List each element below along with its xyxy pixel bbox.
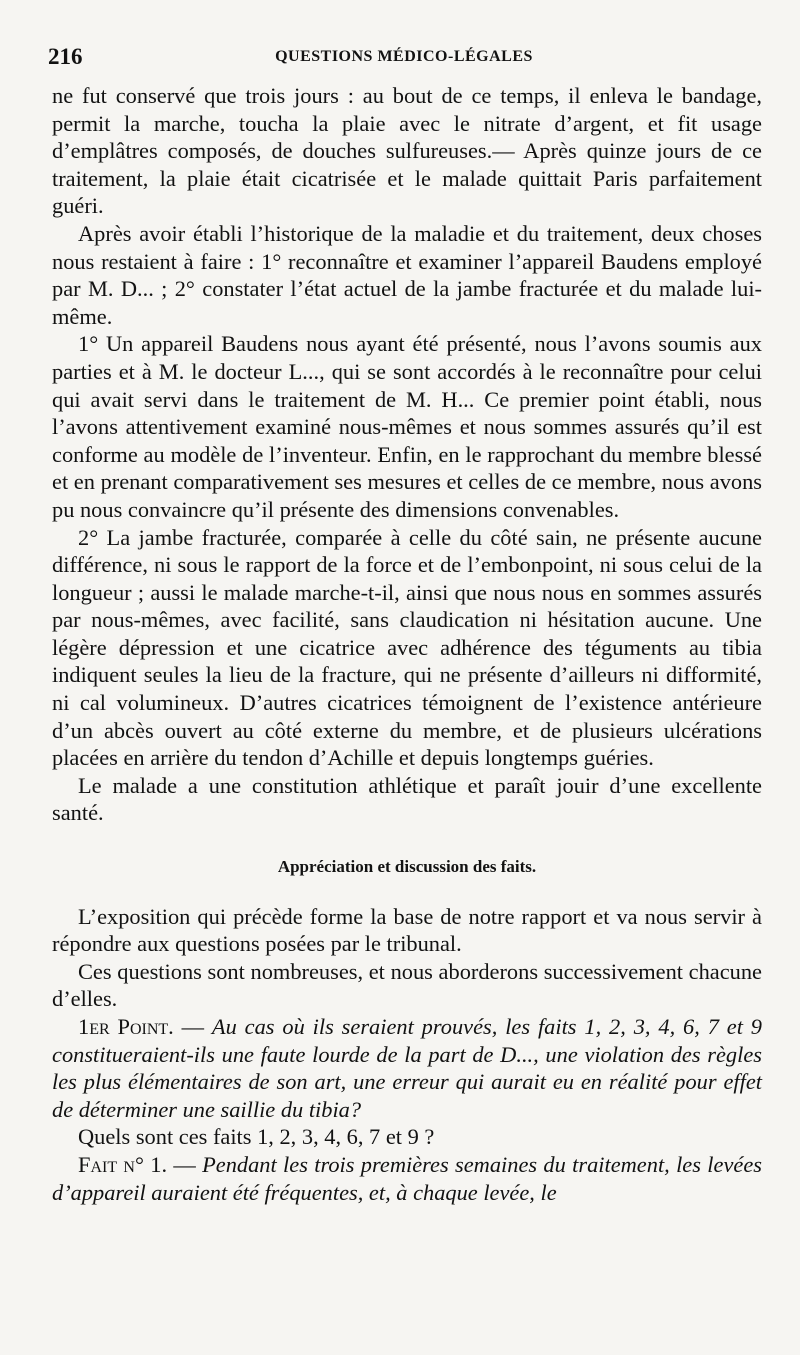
fait-1: [52, 1151, 762, 1206]
paragraph-constitution: Le malade a une constitution athlétique et paraît jouir d’une excellente santé.: [52, 772, 762, 826]
point-1-question: Au cas où ils seraient prouvés, les faits 1, 2, 3, 4, 6, 7 et 9 constitueraient-ils une faute lourde de la part de D..., une violation des règles les plus élémentaires de son art, une erreur qui aurait eu en réalité pour effet de déterminer une saillie du tibia?: [52, 1014, 762, 1122]
fait-1-label: Fait n° 1. —: [78, 1151, 196, 1177]
paragraph-questions: Ces questions sont nombreuses, et nous aborderons successivement chacune d’elles.: [52, 958, 762, 1012]
running-head: QUESTIONS MÉDICO-LÉGALES: [275, 48, 533, 65]
paragraph-quels-faits: Quels sont ces faits 1, 2, 3, 4, 6, 7 et 9 ?: [78, 1124, 435, 1150]
question-point-1: [52, 1013, 762, 1123]
page-number: 216: [48, 44, 83, 69]
page-header: [48, 44, 760, 74]
fait-1-text: Pendant les trois premières semaines du traitement, les levées d’appareil auraient été fréquentes, et, à chaque levée, le: [52, 1151, 762, 1205]
point-1-label: 1er Point. —: [78, 1014, 205, 1039]
paragraph-exposition: L’exposition qui précède forme la base de notre rapport et va nous servir à répondre aux questions posées par le tribunal.: [52, 903, 762, 957]
paragraph-historique: Après avoir établi l’historique de la maladie et du traitement, deux choses nous restaient à faire : 1° reconnaître et examiner l’appareil Baudens employé par M. D... ; 2° constater l’état actuel de la jambe fracturée et du malade lui-même.: [52, 220, 762, 329]
paragraph-jambe: 2° La jambe fracturée, comparée à celle du côté sain, ne présente aucune différence, ni sous le rapport de la force et de l’embonpoint, ni sous celui de la longueur ; aussi le malade marche-t-il, ainsi que nous nous en sommes assurés par nous-mêmes, avec facilité, sans claudication ni hésitation aucune. Une légère dépression et une cicatrice avec adhérence des téguments au tibia indiquent seules la lieu de la fracture, qui ne présente d’ailleurs ni difformité, ni cal volumineux. D’autres cicatrices témoignent de l’existence antérieure d’un abcès ouvert au côté externe du membre, et de plusieurs ulcérations placées en arrière du tendon d’Achille et depuis longtemps guéries.: [52, 524, 762, 771]
section-heading: Appréciation et discussion des faits.: [277, 857, 537, 877]
page-body: [52, 82, 762, 1206]
paragraph-continuation: ne fut conservé que trois jours : au bout de ce temps, il enleva le bandage, permit la marche, toucha la plaie avec le nitrate d’argent, et fit usage d’emplâtres composés, de douches sulfureuses.— Après quinze jours de ce traitement, la plaie était cicatrisée et le malade quittait Paris parfaitement guéri.: [52, 83, 762, 219]
paragraph-appareil: 1° Un appareil Baudens nous ayant été présenté, nous l’avons soumis aux parties et à M. le docteur L..., qui se sont accordés à le reconnaître pour celui qui avait servi dans le traitement de M. H... Ce premier point établi, nous l’avons attentivement examiné nous-mêmes et nous sommes assurés qu’il est conforme au modèle de l’inventeur. Enfin, en le rapprochant du membre blessé et en prenant comparativement ses mesures et celles de ce membre, nous avons pu nous convaincre qu’il présente des dimensions convenables.: [52, 331, 762, 522]
